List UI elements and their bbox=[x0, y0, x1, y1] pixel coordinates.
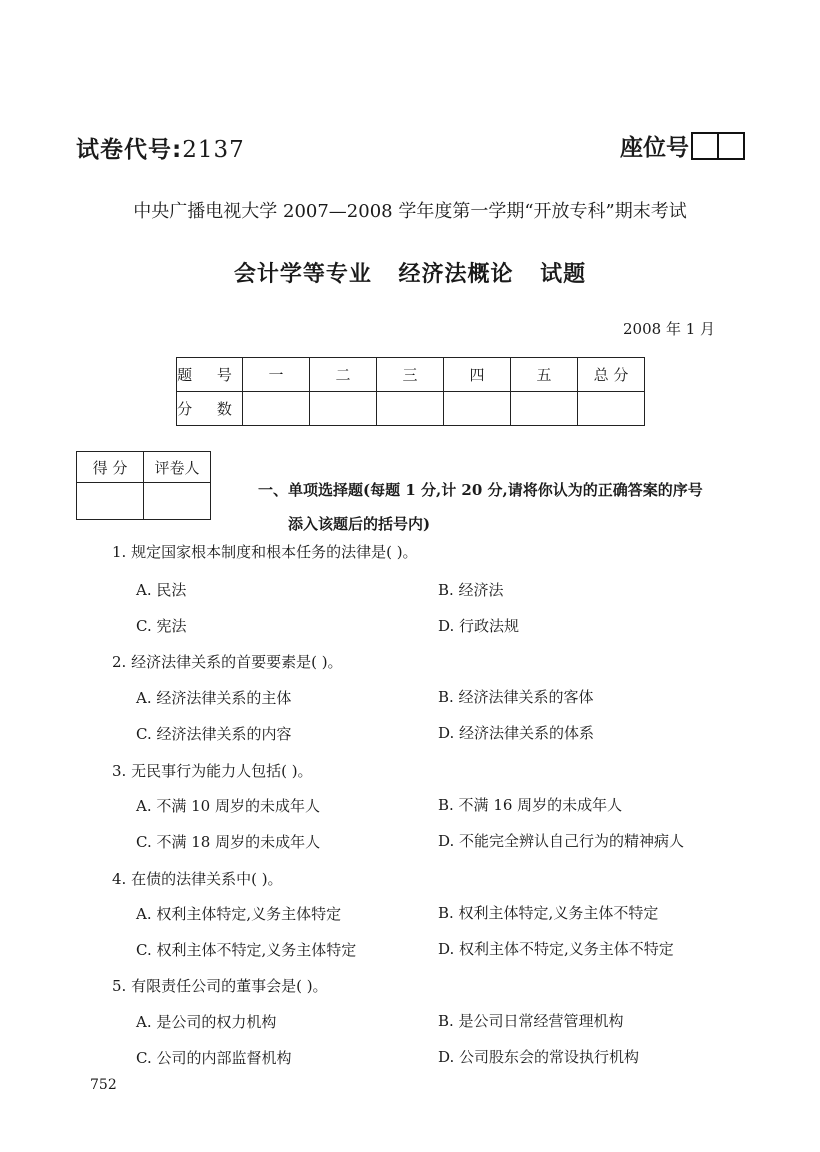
question-stem: 5. 有限责任公司的董事会是( )。 bbox=[112, 977, 328, 995]
exam-code-number: 2137 bbox=[182, 137, 245, 163]
exam-code bbox=[76, 131, 245, 164]
section-heading-line: 添入该题后的括号内) bbox=[288, 515, 431, 533]
seat-number-boxes[interactable] bbox=[691, 132, 745, 160]
grader-table-cell: 得 分 bbox=[77, 452, 144, 483]
question-stem: 1. 规定国家根本制度和根本任务的法律是( )。 bbox=[112, 543, 418, 561]
question-option: A. 民法 bbox=[136, 581, 187, 599]
score-table-cell: 分 数 bbox=[177, 392, 243, 426]
question-option: A. 不满 10 周岁的未成年人 bbox=[136, 797, 320, 815]
question-option: D. 权利主体不特定,义务主体不特定 bbox=[438, 940, 674, 958]
score-entry-cell[interactable] bbox=[310, 392, 377, 426]
section-heading-line: 一、单项选择题(每题 1 分,计 20 分,请将你认为的正确答案的序号 bbox=[258, 481, 703, 499]
question-option: C. 不满 18 周岁的未成年人 bbox=[136, 833, 321, 851]
score-table-cell: 总 分 bbox=[578, 358, 645, 392]
score-table bbox=[176, 357, 645, 426]
grader-table bbox=[76, 451, 211, 520]
question-option: C. 权利主体不特定,义务主体特定 bbox=[136, 941, 357, 959]
score-entry-cell[interactable] bbox=[243, 392, 310, 426]
question-option: A. 是公司的权力机构 bbox=[136, 1013, 277, 1031]
score-entry-cell[interactable] bbox=[511, 392, 578, 426]
score-table-cell: 题 号 bbox=[177, 358, 243, 392]
question-option: B. 经济法律关系的客体 bbox=[438, 688, 594, 706]
exam-title: 会计学等专业 经济法概论 试题 bbox=[233, 262, 587, 287]
question-stem: 2. 经济法律关系的首要要素是( )。 bbox=[112, 653, 343, 671]
exam-code-label: 试卷代号: bbox=[76, 137, 183, 163]
score-entry-cell[interactable] bbox=[444, 392, 511, 426]
question-option: A. 经济法律关系的主体 bbox=[136, 689, 292, 707]
question-option: B. 是公司日常经营管理机构 bbox=[438, 1012, 624, 1030]
question-option: D. 经济法律关系的体系 bbox=[438, 724, 595, 742]
question-option: C. 公司的内部监督机构 bbox=[136, 1049, 292, 1067]
score-table-cell: 五 bbox=[511, 358, 578, 392]
score-entry-cell[interactable] bbox=[377, 392, 444, 426]
score-table-cell: 二 bbox=[310, 358, 377, 392]
section-heading bbox=[258, 473, 758, 541]
question-option: B. 权利主体特定,义务主体不特定 bbox=[438, 904, 659, 922]
question-stem: 3. 无民事行为能力人包括( )。 bbox=[112, 762, 313, 780]
score-table-cell: 一 bbox=[243, 358, 310, 392]
grader-table-cell: 评卷人 bbox=[144, 452, 211, 483]
score-table-cell: 三 bbox=[377, 358, 444, 392]
score-table-header-row bbox=[177, 358, 645, 392]
seat-number bbox=[620, 129, 745, 162]
question-option: D. 不能完全辨认自己行为的精神病人 bbox=[438, 832, 685, 850]
question-option: B. 经济法 bbox=[438, 581, 504, 599]
seat-label: 座位号 bbox=[620, 135, 689, 161]
question-option: B. 不满 16 周岁的未成年人 bbox=[438, 796, 623, 814]
question-option: D. 公司股东会的常设执行机构 bbox=[438, 1048, 640, 1066]
exam-date: 2008 年 1 月 bbox=[623, 320, 716, 338]
question-option: A. 权利主体特定,义务主体特定 bbox=[136, 905, 342, 923]
question-option: D. 行政法规 bbox=[438, 617, 520, 635]
page-number: 752 bbox=[90, 1077, 117, 1093]
score-table-cell: 四 bbox=[444, 358, 511, 392]
exam-header: 中央广播电视大学 2007—2008 学年度第一学期“开放专科”期末考试 bbox=[133, 201, 687, 222]
grader-entry-cell[interactable] bbox=[144, 483, 211, 520]
grader-entry-cell[interactable] bbox=[77, 483, 144, 520]
question-stem: 4. 在债的法律关系中( )。 bbox=[112, 870, 283, 888]
question-option: C. 宪法 bbox=[136, 617, 187, 635]
question-option: C. 经济法律关系的内容 bbox=[136, 725, 292, 743]
score-entry-cell[interactable] bbox=[578, 392, 645, 426]
score-table-score-row bbox=[177, 392, 645, 426]
